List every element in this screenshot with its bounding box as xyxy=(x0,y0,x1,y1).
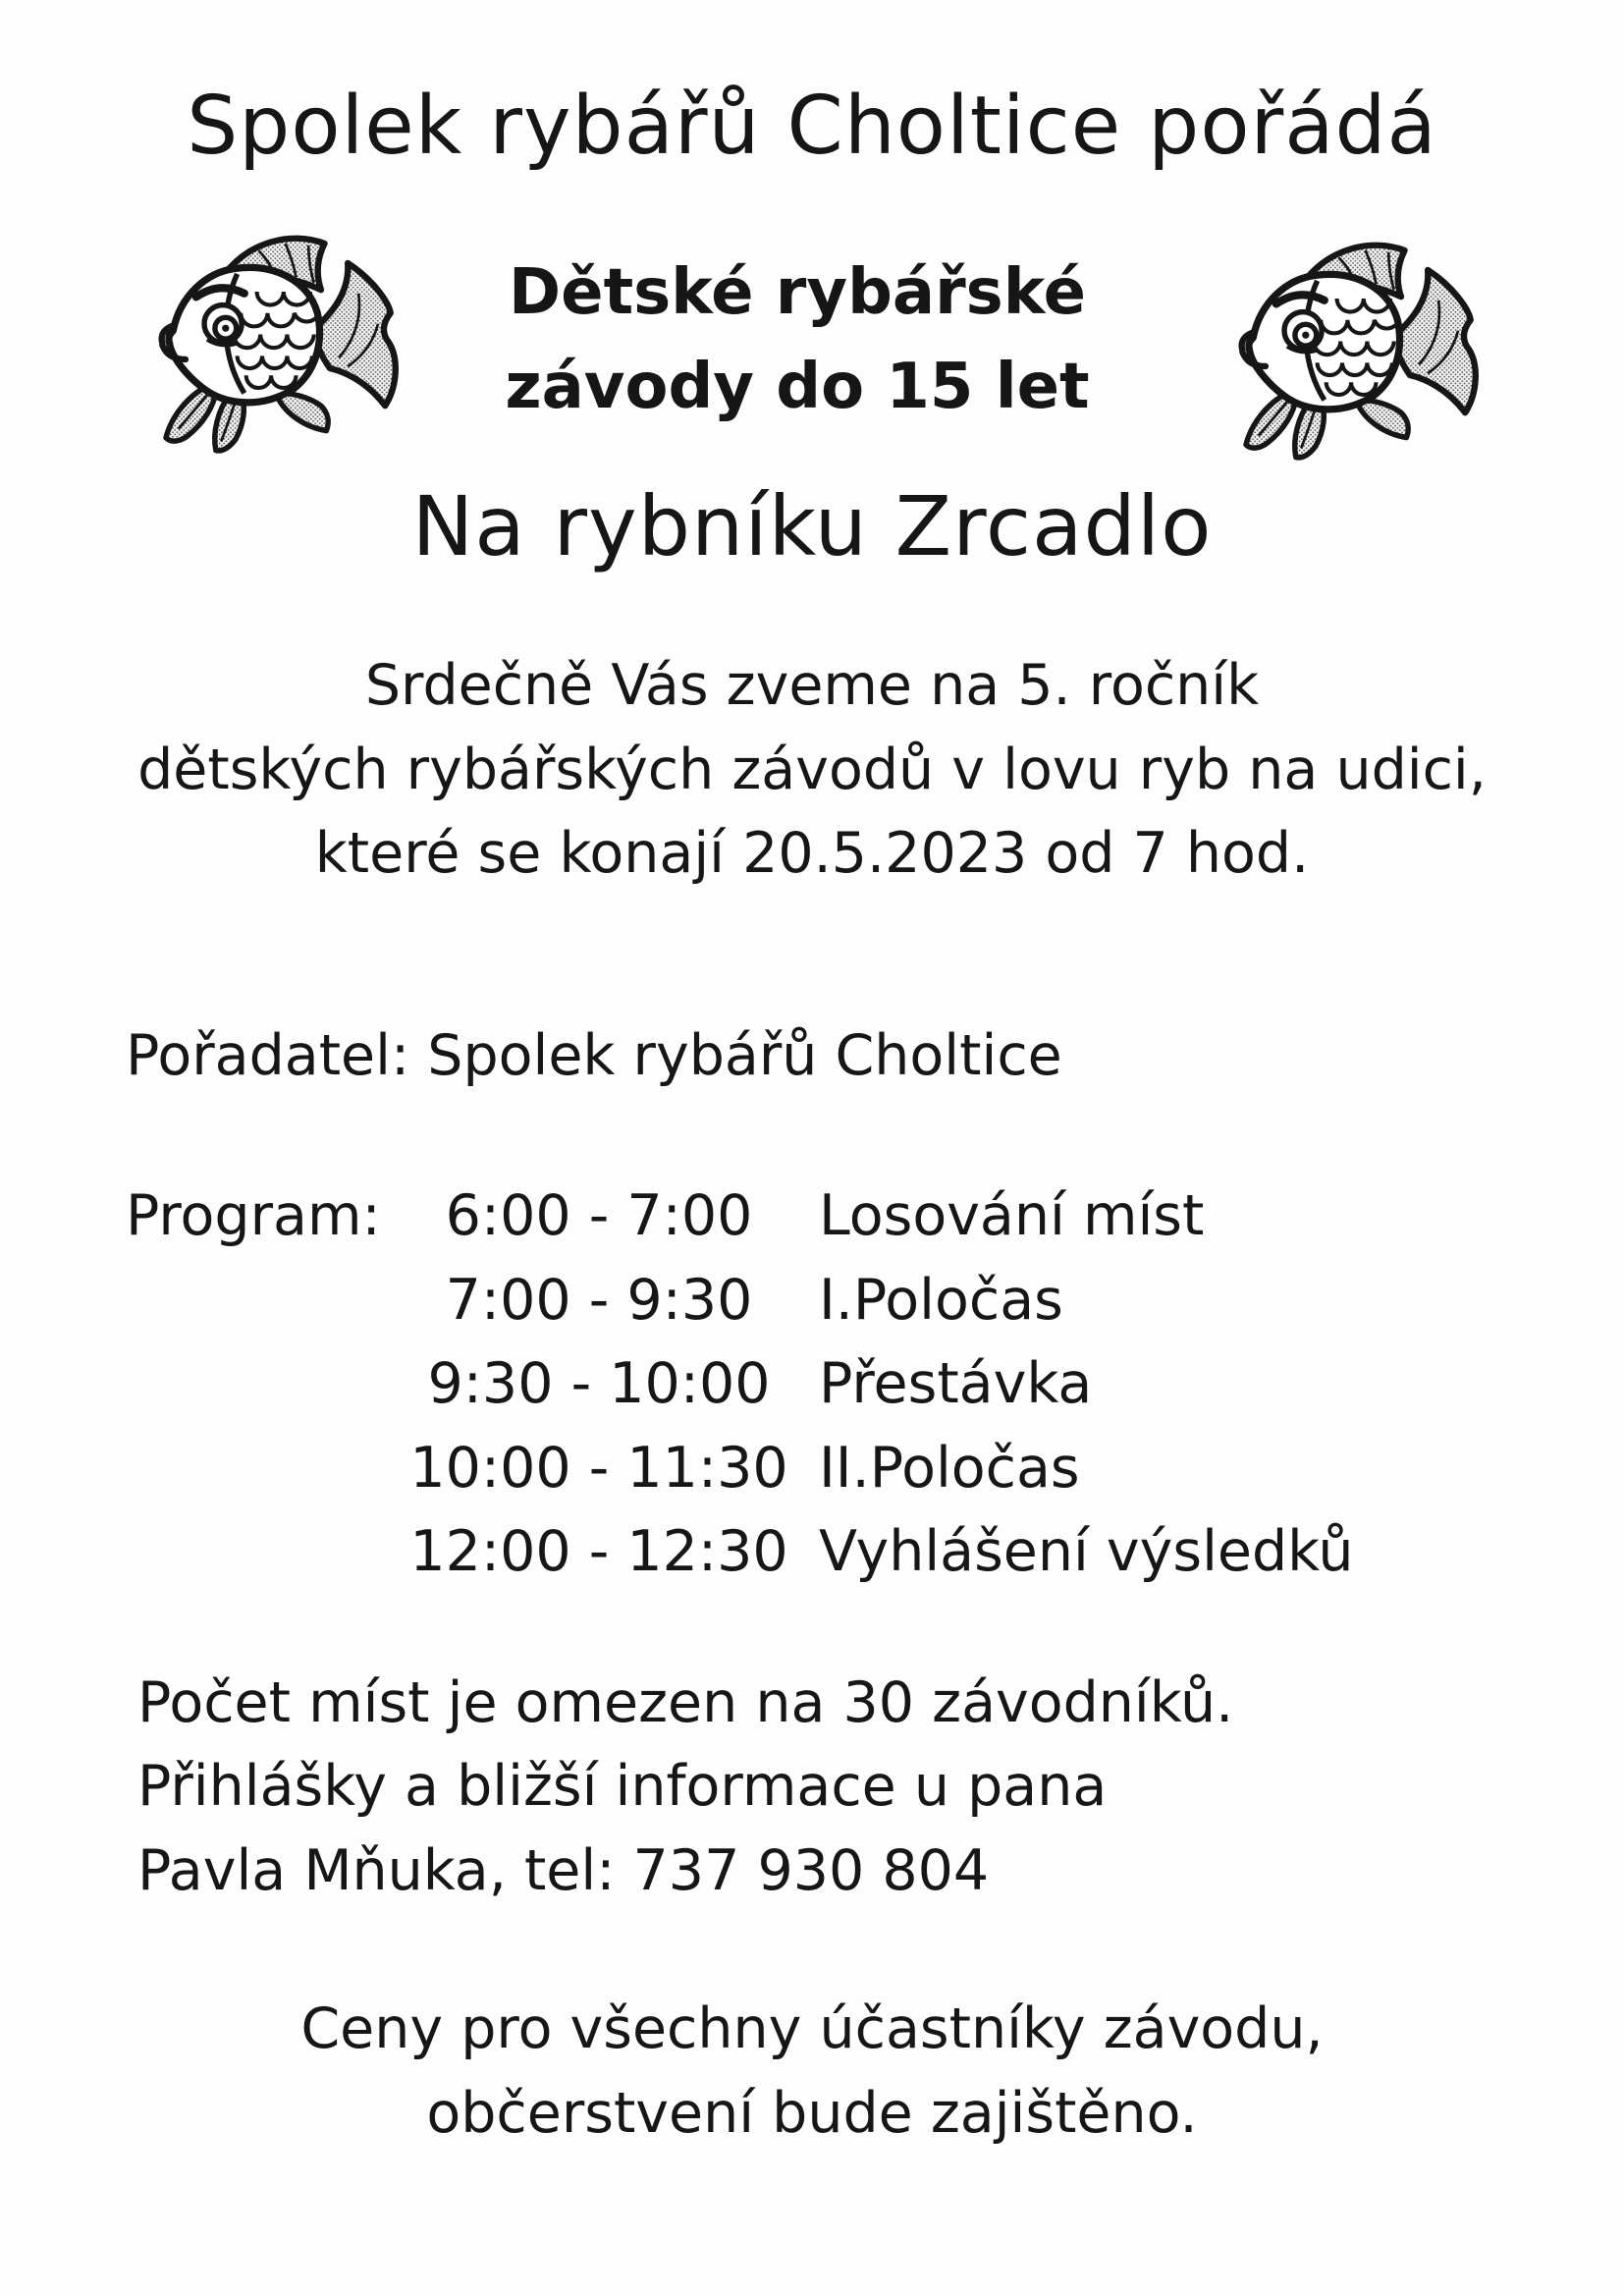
event-header xyxy=(0,217,1624,463)
page-title: Spolek rybářů Choltice pořádá xyxy=(187,80,1437,173)
program-label-spacer xyxy=(126,1342,403,1427)
program-activity: I.Poločas xyxy=(819,1267,1063,1333)
program-label: Program: xyxy=(126,1183,381,1249)
program-activity: Přestávka xyxy=(819,1351,1093,1417)
refreshments-line: občerstvení bude zajištěno. xyxy=(426,2080,1198,2146)
program-row xyxy=(126,1510,1624,1595)
invitation-line-3: které se konají 20.5.2023 od 7 hod. xyxy=(314,821,1310,887)
fish-icon xyxy=(125,224,419,456)
program-row xyxy=(126,1175,1624,1259)
organizer-line: Pořadatel: Spolek rybářů Choltice xyxy=(126,1022,1062,1088)
event-subtitle-line-1: Dětské rybářské xyxy=(509,255,1086,329)
capacity-line: Počet míst je omezen na 30 závodníků. xyxy=(137,1669,1234,1735)
program-time: 10:00 - 11:30 xyxy=(409,1435,788,1501)
program-row xyxy=(126,1427,1624,1511)
program-activity: II.Poločas xyxy=(819,1435,1080,1501)
program-label-spacer xyxy=(126,1510,403,1595)
registration-line: Přihlášky a bližší informace u pana xyxy=(137,1754,1108,1820)
program-schedule xyxy=(0,1175,1624,1595)
program-activity: Vyhlášení výsledků xyxy=(819,1519,1354,1585)
prizes-line: Ceny pro všechny účastníky závodu, xyxy=(300,1996,1324,2062)
program-row xyxy=(126,1342,1624,1427)
program-time: 7:00 - 9:30 xyxy=(445,1267,753,1333)
event-subtitle xyxy=(483,246,1111,434)
contact-phone-line: Pavla Mňuka, tel: 737 930 804 xyxy=(137,1837,990,1903)
invitation-line-1: Srdečně Vás zveme na 5. ročník xyxy=(364,653,1260,719)
program-time: 12:00 - 12:30 xyxy=(409,1519,788,1585)
invitation-paragraph xyxy=(0,644,1624,897)
registration-info xyxy=(0,1662,1624,1914)
program-label-spacer xyxy=(126,1259,403,1343)
program-time: 9:30 - 10:00 xyxy=(427,1351,771,1417)
program-activity: Losování míst xyxy=(819,1183,1205,1249)
invitation-line-2: dětských rybářských závodů v lovu ryb na udici, xyxy=(137,737,1487,802)
fish-icon xyxy=(1205,231,1499,463)
event-subtitle-line-2: závody do 15 let xyxy=(505,350,1090,423)
closing-paragraph xyxy=(0,1988,1624,2156)
program-row xyxy=(126,1259,1624,1343)
venue-title: Na rybníku Zrcadlo xyxy=(411,477,1213,574)
program-label-spacer xyxy=(126,1427,403,1511)
program-time: 6:00 - 7:00 xyxy=(445,1183,753,1249)
